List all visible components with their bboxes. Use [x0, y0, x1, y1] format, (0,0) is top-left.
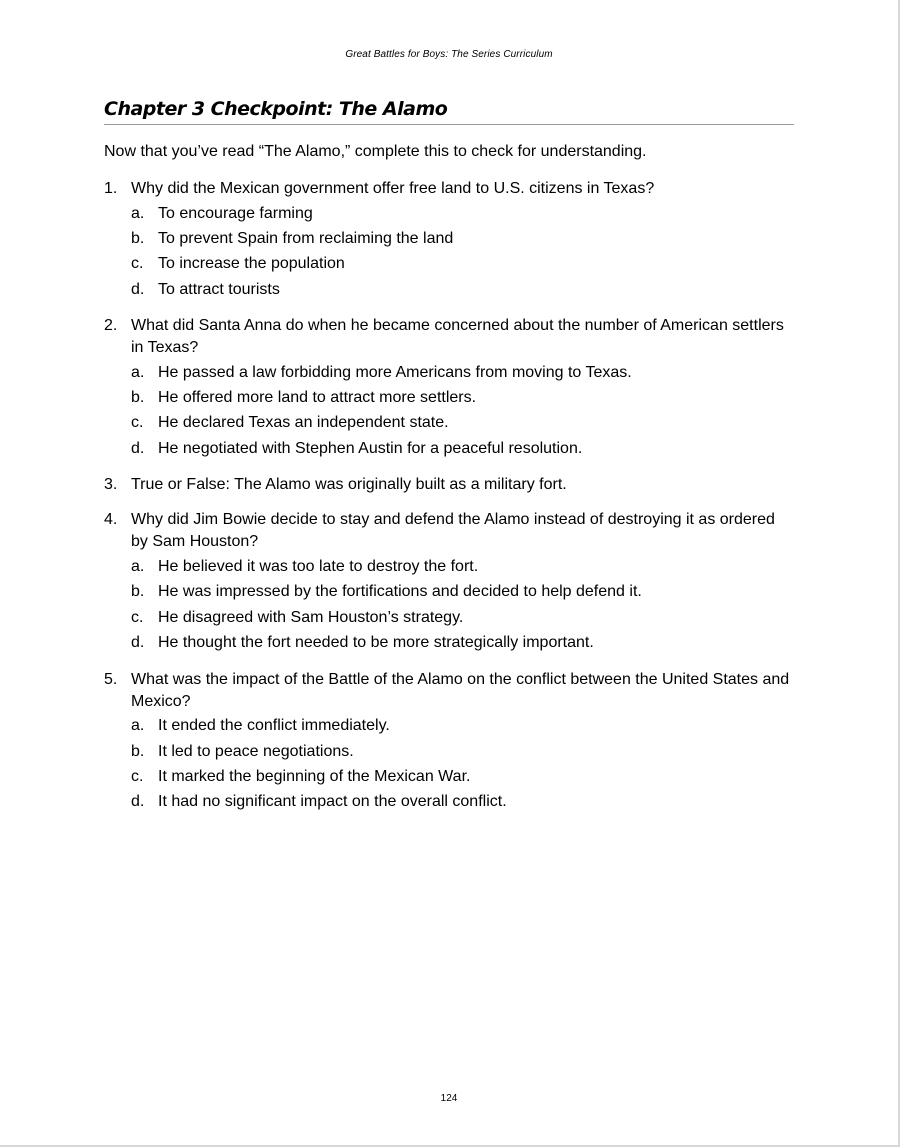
question-list	[104, 178, 794, 828]
question-number: 3.	[104, 476, 118, 494]
answer-option	[131, 385, 794, 410]
option-text: To increase the population	[158, 255, 345, 273]
answer-option	[131, 277, 794, 302]
option-letter: d.	[131, 633, 145, 651]
option-letter: b.	[131, 583, 145, 601]
question-item	[104, 509, 794, 655]
answer-option	[131, 226, 794, 251]
answer-option	[131, 554, 794, 579]
option-text: It had no significant impact on the overall conflict.	[158, 793, 507, 811]
question-item	[104, 474, 794, 496]
option-letter: c.	[131, 767, 144, 785]
option-letter: d.	[131, 793, 145, 811]
answer-option	[131, 201, 794, 226]
option-letter: b.	[131, 742, 145, 760]
answer-option	[131, 252, 794, 277]
option-letter: d.	[131, 439, 145, 457]
question-number: 4.	[104, 511, 118, 529]
option-text: It ended the conflict immediately.	[158, 717, 390, 735]
page-number: 124	[440, 1093, 458, 1104]
intro-text: Now that you’ve read “The Alamo,” complete this to check for understanding.	[104, 143, 647, 160]
answer-option	[131, 360, 794, 385]
option-text: He thought the fort needed to be more strategically important.	[158, 633, 594, 651]
option-text: He was impressed by the fortifications and decided to help defend it.	[158, 583, 642, 601]
option-text: He declared Texas an independent state.	[158, 414, 449, 432]
option-text: He offered more land to attract more settlers.	[158, 389, 477, 407]
option-letter: a.	[131, 558, 145, 576]
question-line	[104, 509, 794, 553]
option-list	[131, 554, 794, 655]
option-list	[131, 714, 794, 815]
option-letter: b.	[131, 389, 145, 407]
option-list	[131, 360, 794, 461]
option-letter: c.	[131, 608, 144, 626]
question-text: True or False: The Alamo was originally built as a military fort.	[131, 476, 567, 494]
answer-option	[131, 739, 794, 764]
option-list	[131, 201, 794, 302]
option-text: He disagreed with Sam Houston’s strategy.	[158, 608, 464, 626]
option-letter: d.	[131, 280, 145, 298]
question-line	[104, 315, 794, 359]
option-letter: a.	[131, 717, 145, 735]
option-text: To attract tourists	[158, 280, 280, 298]
option-text: It led to peace negotiations.	[158, 742, 354, 760]
answer-option	[131, 436, 794, 461]
option-text: He believed it was too late to destroy the fort.	[158, 558, 479, 576]
question-item	[104, 178, 794, 302]
answer-option	[131, 714, 794, 739]
answer-option	[131, 580, 794, 605]
option-text: He passed a law forbidding more Americans from moving to Texas.	[158, 363, 632, 381]
question-number: 1.	[104, 180, 118, 197]
option-letter: a.	[131, 363, 145, 381]
chapter-title: Chapter 3 Checkpoint: The Alamo	[104, 98, 794, 125]
question-text: Why did the Mexican government offer free land to U.S. citizens in Texas?	[131, 180, 655, 197]
question-text: Why did Jim Bowie decide to stay and defend the Alamo instead of destroying it as ordered by Sam Houston?	[131, 511, 775, 551]
running-header: Great Battles for Boys: The Series Curriculum	[345, 49, 553, 60]
option-text: He negotiated with Stephen Austin for a peaceful resolution.	[158, 439, 583, 457]
answer-option	[131, 764, 794, 789]
question-item	[104, 315, 794, 461]
option-text: It marked the beginning of the Mexican War.	[158, 767, 471, 785]
question-line	[104, 669, 794, 713]
question-number: 2.	[104, 317, 118, 335]
question-line	[104, 474, 794, 496]
answer-option	[131, 789, 794, 814]
option-text: To prevent Spain from reclaiming the land	[158, 229, 454, 247]
question-number: 5.	[104, 670, 118, 688]
option-letter: a.	[131, 204, 145, 222]
question-item	[104, 669, 794, 815]
question-text: What was the impact of the Battle of the Alamo on the conflict between the United States and Mexico?	[131, 670, 790, 710]
answer-option	[131, 605, 794, 630]
question-text: What did Santa Anna do when he became concerned about the number of American settlers in Texas?	[131, 317, 784, 357]
option-letter: c.	[131, 414, 144, 432]
option-letter: c.	[131, 255, 144, 273]
answer-option	[131, 630, 794, 655]
option-letter: b.	[131, 229, 145, 247]
option-text: To encourage farming	[158, 204, 313, 222]
question-line	[104, 178, 794, 200]
answer-option	[131, 411, 794, 436]
